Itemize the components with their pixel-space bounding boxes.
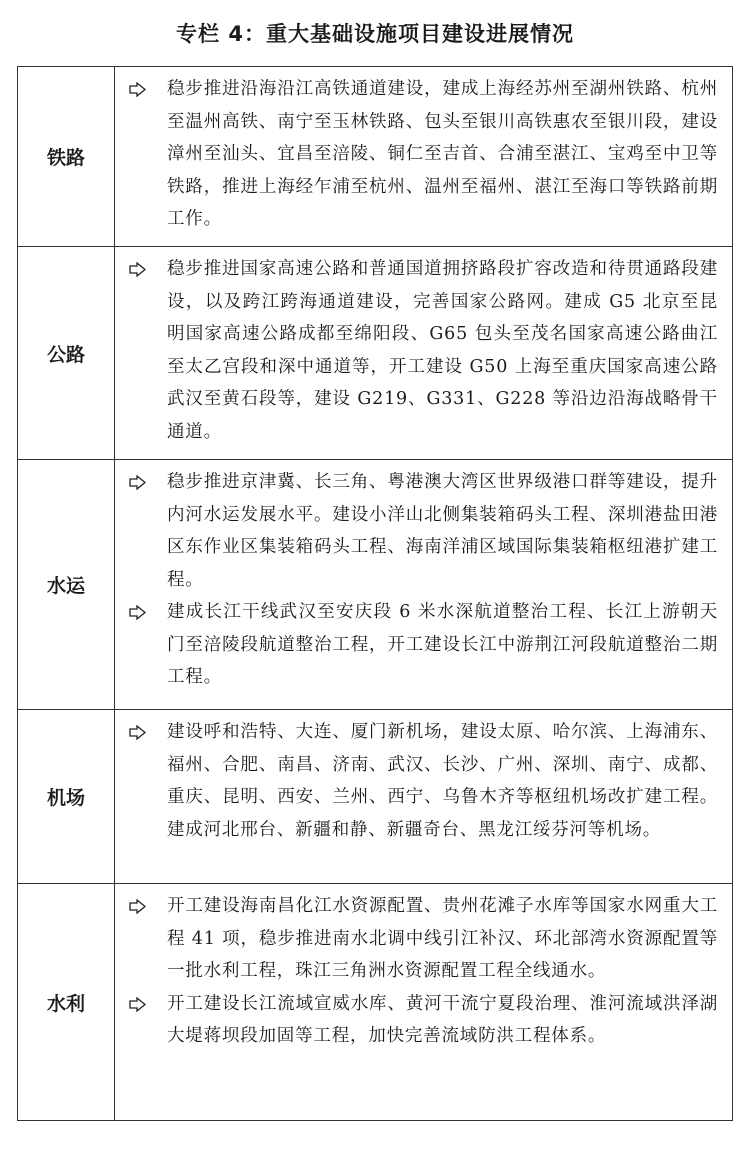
item-text: 开工建设长江流域宣威水库、黄河干流宁夏段治理、淮河流域洪泽湖大堤蒋坝段加固等工程，加快完善流域防洪工程体系。: [167, 993, 718, 1046]
list-item: [115, 253, 718, 448]
item-text: 建设呼和浩特、大连、厦门新机场，建设太原、哈尔滨、上海浦东、福州、合肥、南昌、济南、武汉、长沙、广州、深圳、南宁、成都、重庆、昆明、西安、兰州、西宁、乌鲁木齐等枢纽机场改扩建工程。建成河北邢台、新疆和静、新疆奇台、黑龙江绥芬河等机场。: [167, 722, 718, 840]
page-title: 专栏 4：重大基础设施项目建设进展情况: [176, 22, 574, 46]
category-label: 公路: [18, 247, 115, 460]
category-label: 机场: [18, 710, 115, 884]
table-row: [18, 67, 733, 247]
category-content: [115, 67, 733, 247]
item-text: 稳步推进国家高速公路和普通国道拥挤路段扩容改造和待贯通路段建设，以及跨江跨海通道建设，完善国家公路网。建成 G5 北京至昆明国家高速公路成都至绵阳段、G65 包头至茂名国家高速公路曲江至太乙宫段和深中通道等，开工建设 G50 上海至重庆国家高速公路武汉至黄石段等，建设 G219、G331、G228 等沿边沿海战略骨干通道。: [167, 259, 718, 442]
item-text: 建成长江干线武汉至安庆段 6 米水深航道整治工程、长江上游朝天门至涪陵段航道整治工程，开工建设长江中游荆江河段航道整治二期工程。: [167, 602, 718, 687]
category-content: [115, 460, 733, 710]
infrastructure-table: [17, 66, 733, 1121]
arrow-bullet-icon: [129, 899, 147, 914]
list-item: [115, 596, 718, 694]
arrow-bullet-icon: [129, 475, 147, 490]
list-item: [115, 988, 718, 1053]
category-label: 水利: [18, 884, 115, 1121]
category-content: [115, 884, 733, 1121]
category-label: 铁路: [18, 67, 115, 247]
arrow-bullet-icon: [129, 997, 147, 1012]
table-row: [18, 710, 733, 884]
item-text: 开工建设海南昌化江水资源配置、贵州花滩子水库等国家水网重大工程 41 项，稳步推进南水北调中线引江补汉、环北部湾水资源配置等一批水利工程，珠江三角洲水资源配置工程全线通水。: [167, 896, 718, 981]
table-row: [18, 884, 733, 1121]
item-text: 稳步推进京津冀、长三角、粤港澳大湾区世界级港口群等建设，提升内河水运发展水平。建设小洋山北侧集装箱码头工程、深圳港盐田港区东作业区集装箱码头工程、海南洋浦区域国际集装箱枢纽港扩建工程。: [167, 472, 718, 590]
arrow-bullet-icon: [129, 82, 147, 97]
list-item: [115, 716, 718, 846]
list-item: [115, 890, 718, 988]
arrow-bullet-icon: [129, 262, 147, 277]
category-label: 水运: [18, 460, 115, 710]
list-item: [115, 466, 718, 596]
item-text: 稳步推进沿海沿江高铁通道建设，建成上海经苏州至湖州铁路、杭州至温州高铁、南宁至玉林铁路、包头至银川高铁惠农至银川段，建设漳州至汕头、宜昌至涪陵、铜仁至吉首、合浦至湛江、宝鸡至中卫等铁路，推进上海经乍浦至杭州、温州至福州、湛江至海口等铁路前期工作。: [167, 79, 718, 229]
arrow-bullet-icon: [129, 725, 147, 740]
category-content: [115, 710, 733, 884]
arrow-bullet-icon: [129, 605, 147, 620]
table-row: [18, 247, 733, 460]
table-row: [18, 460, 733, 710]
list-item: [115, 73, 718, 236]
category-content: [115, 247, 733, 460]
